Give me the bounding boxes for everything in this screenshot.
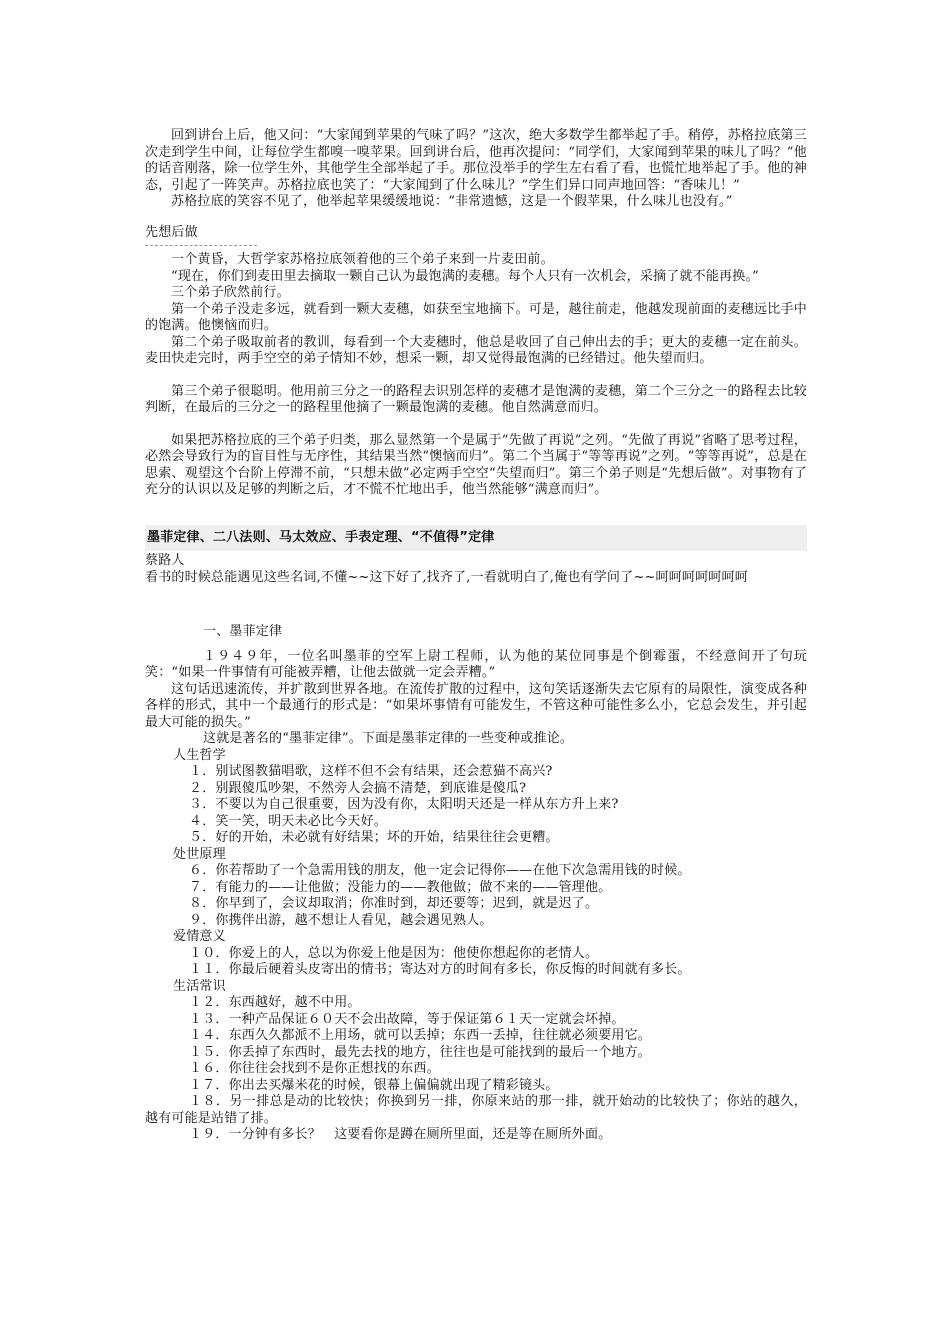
section-heading: 先想后做 bbox=[145, 224, 198, 240]
paragraph: 回到讲台上后，他又问：“大家闻到苹果的气味了吗？”这次，绝大多数学生都举起了手。稍停，苏格拉底第三次走到学生中间，让每位学生都嗅一嗅苹果。回到讲台后，他再次提问：“同学们，大家闻到苹果的味儿了吗？”他的话音刚落，除一位学生外，其他学生全部举起了手。那位没举手的学生左右看了看，也慌忙地举起了手。他的神态，引起了一阵笑声。苏格拉底也笑了：“大家闻到了什么味儿？”学生们异口同声地回答：“香味儿！” bbox=[145, 128, 807, 193]
paragraph: 三个弟子欣然前行。 bbox=[171, 285, 290, 300]
category-heading: 处世原理 bbox=[173, 846, 226, 862]
paragraph: 苏格拉底的笑容不见了，他举起苹果缓缓地说：“非常遗憾，这是一个假苹果，什么味儿也没有。” bbox=[171, 194, 733, 209]
paragraph: 这句话迅速流传，并扩散到世界各地。在流传扩散的过程中，这句笑话逐渐失去它原有的局限性，演变成各种各样的形式，其中一个最通行的形式是：“如果坏事情有可能发生，不管这种可能性多么小，它总会发生，并引起最大可能的损失。” bbox=[145, 681, 807, 730]
list-item: １０．你爱上的人，总以为你爱上他是因为：他使你想起你的老情人。 bbox=[189, 945, 599, 961]
list-item: ７．有能力的——让他做；没能力的——教他做；做不来的——管理他。 bbox=[189, 879, 612, 895]
list-item: １３．一种产品保证６０天不会出故障，等于保证第６１天一定就会坏掉。 bbox=[189, 1011, 625, 1027]
author-name: 蔡路人 bbox=[145, 553, 185, 568]
list-item: １５．你丢掉了东西时，最先去找的地方，往往也是可能找到的最后一个地方。 bbox=[189, 1044, 652, 1060]
paragraph: 第二个弟子吸取前者的教训，每看到一个大麦穗时，他总是收回了自己伸出去的手；更大的麦穗一定在前头。麦田快走完时，两手空空的弟子情知不妙，想采一颗，却又觉得最饱满的已经错过。他失望而归。 bbox=[145, 334, 807, 366]
list-item: ６．你若帮助了一个急需用钱的朋友，他一定会记得你——在他下次急需用钱的时候。 bbox=[189, 863, 691, 878]
paragraph: １９４９年，一位名叫墨菲的空军上尉工程师，认为他的某位同事是个倒霉蛋，不经意间开了句玩笑：“如果一件事情有可能被弄糟，让他去做就一定会弄糟。” bbox=[145, 648, 807, 680]
list-item: １７．你出去买爆米花的时候，银幕上偏偏就出现了精彩镜头。 bbox=[189, 1077, 559, 1093]
list-item: １１．你最后硬着头皮寄出的情书；寄达对方的时间有多长，你反悔的时间就有多长。 bbox=[189, 962, 691, 977]
list-item: ５．好的开始，未必就有好结果；坏的开始，结果往往会更糟。 bbox=[189, 830, 559, 845]
subsection-heading: 一、墨菲定律 bbox=[203, 624, 283, 639]
dashed-divider bbox=[145, 245, 257, 246]
category-heading: 爱情意义 bbox=[173, 929, 226, 944]
paragraph: 第一个弟子没走多远，就看到一颗大麦穗，如获至宝地摘下。可是，越往前走，他越发现前面的麦穗远比手中的饱满。他懊恼而归。 bbox=[145, 301, 807, 333]
list-item: ４．笑一笑，明天未必比今天好。 bbox=[189, 813, 388, 829]
category-heading: 生活常识 bbox=[173, 978, 226, 994]
paragraph: 第三个弟子很聪明。他用前三分之一的路程去识别怎样的麦穗才是饱满的麦穗，第二个三分之一的路程去比较判断，在最后的三分之一的路程里他摘了一颗最饱满的麦穗。他自然满意而归。 bbox=[145, 383, 807, 415]
paragraph: “现在，你们到麦田里去摘取一颗自己认为最饱满的麦穗。每个人只有一次机会，采摘了就不能再换。” bbox=[171, 268, 759, 284]
list-item: １９．一分钟有多长？ 这要看你是蹲在厕所里面，还是等在厕所外面。 bbox=[189, 1127, 612, 1142]
article-title: 墨菲定律、二八法则、马太效应、手表定理、“不值得”定律 bbox=[145, 525, 807, 552]
paragraph: 一个黄昏，大哲学家苏格拉底领着他的三个弟子来到一片麦田前。 bbox=[171, 252, 554, 267]
category-heading: 人生哲学 bbox=[173, 747, 226, 763]
list-item: １６．你往往会找到不是你正想找的东西。 bbox=[189, 1061, 440, 1076]
intro-text: 看书的时候总能遇见这些名词,不懂~~这下好了,找齐了,一看就明白了,俺也有学问了~~呵呵呵呵呵呵呵 bbox=[145, 569, 748, 585]
paragraph: 如果把苏格拉底的三个弟子归类，那么显然第一个是属于“先做了再说”之列。“先做了再说”省略了思考过程，必然会导致行为的盲目性与无序性，其结果当然“懊恼而归”。第二个当属于“等等再说”之列。“等等再说”，总是在思索、观望这个台阶上停滞不前，“只想未做”必定两手空空“失望而归”。第三个弟子则是“先想后做”。对事物有了充分的认识以及足够的判断之后，才不慌不忙地出手，他当然能够“满意而归”。 bbox=[145, 432, 807, 497]
list-item: １．别试图教猫唱歌，这样不但不会有结果，还会惹猫不高兴? bbox=[189, 764, 553, 779]
list-item: ３．不要以为自己很重要，因为没有你，太阳明天还是一样从东方升上来? bbox=[189, 797, 619, 812]
list-item: １８．另一排总是动的比较快；你换到另一排，你原来站的那一排，就开始动的比较快了；你站的越久，越有可能是站错了排。 bbox=[145, 1094, 807, 1126]
list-item: １２．东西越好，越不中用。 bbox=[189, 995, 361, 1010]
list-item: ９．你携伴出游，越不想让人看见，越会遇见熟人。 bbox=[189, 912, 493, 928]
list-item: ８．你早到了，会议却取消；你准时到，却还要等；迟到，就是迟了。 bbox=[189, 896, 599, 911]
paragraph: 这就是著名的“墨菲定律”。下面是墨菲定律的一些变种或推论。 bbox=[203, 731, 574, 746]
list-item: １４．东西久久都派不上用场，就可以丢掉；东西一丢掉，往往就必须要用它。 bbox=[189, 1028, 652, 1043]
document-page bbox=[145, 128, 807, 1144]
list-item: ２．别跟傻瓜吵架，不然旁人会搞不清楚，到底谁是傻瓜? bbox=[189, 780, 527, 796]
